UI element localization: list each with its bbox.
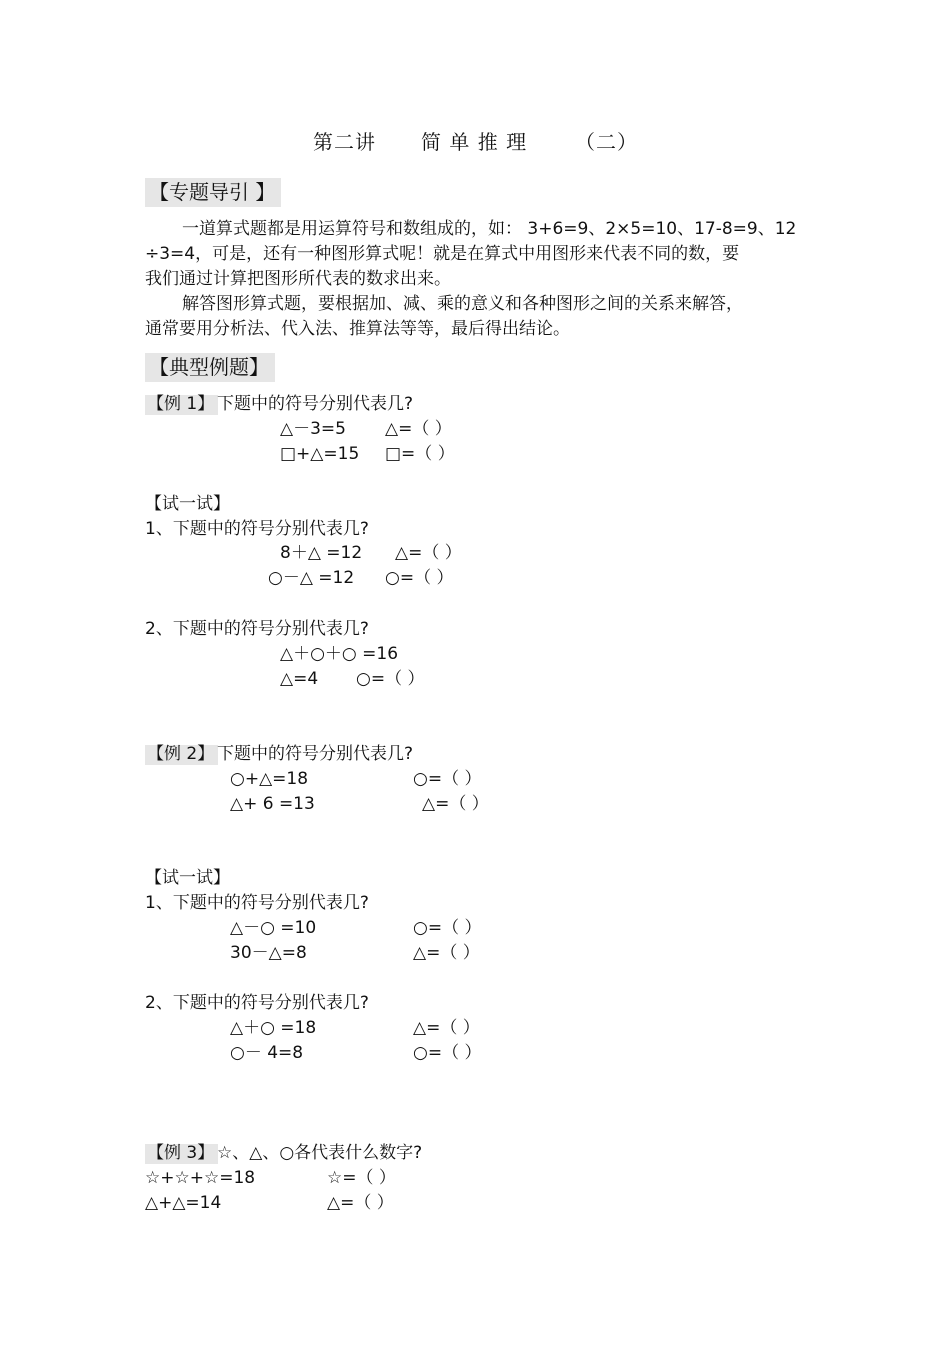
example-3-question: ☆、△、○各代表什么数字? (217, 1143, 423, 1163)
section-heading-intro: 【专题导引 】 (145, 178, 281, 207)
example-1-label: 【例 1】 (145, 395, 218, 415)
section-heading-examples: 【典型例题】 (145, 353, 275, 382)
example-2-answer-2: △=（ ） (422, 794, 489, 814)
try-2-q1-answer-2: △=（ ） (413, 943, 480, 963)
example-2-equation-1: ○+△=18 (230, 769, 309, 789)
try-1-q2-answer: ○=（ ） (356, 669, 425, 689)
example-2-equation-2: △+ 6 =13 (230, 794, 315, 814)
example-3-answer-1: ☆=（ ） (327, 1168, 396, 1188)
example-3-answer-2: △=（ ） (327, 1193, 394, 1213)
try-1-question-2: 2、下题中的符号分别代表几? (145, 619, 369, 639)
try-2-q1-equation-2: 30－△=8 (230, 943, 307, 963)
example-1-question: 下题中的符号分别代表几? (217, 394, 414, 414)
example-1-answer-1: △=（ ） (385, 419, 452, 439)
intro-para2-line1: 解答图形算式题，要根据加、减、乘的意义和各种图形之间的关系来解答， (182, 294, 743, 314)
try-2-q2-answer-1: △=（ ） (413, 1018, 480, 1038)
try-2-q2-equation-2: ○－ 4=8 (230, 1043, 304, 1063)
try-1-label: 【试一试】 (145, 494, 230, 514)
try-2-question-2: 2、下题中的符号分别代表几? (145, 993, 369, 1013)
try-2-label: 【试一试】 (145, 868, 230, 888)
intro-para2-line2: 通常要用分析法、代入法、推算法等等，最后得出结论。 (145, 319, 570, 339)
title-lecture: 第二讲 (313, 130, 376, 154)
try-1-q1-equation-2: ○－△ =12 (268, 568, 355, 588)
try-2-q2-answer-2: ○=（ ） (413, 1043, 482, 1063)
try-1-question-1: 1、下题中的符号分别代表几? (145, 519, 369, 539)
intro-para1-line2: ÷3=4，可是，还有一种图形算式呢！就是在算式中用图形来代表不同的数，要 (145, 244, 740, 264)
try-2-q1-answer-1: ○=（ ） (413, 918, 482, 938)
example-3-equation-1: ☆+☆+☆=18 (145, 1168, 256, 1188)
example-2-answer-1: ○=（ ） (413, 769, 482, 789)
try-1-q2-equation-1: △＋○＋○ =16 (280, 644, 399, 664)
example-1-equation-1: △－3=5 (280, 419, 346, 439)
example-1-answer-2: □=（ ） (385, 444, 455, 464)
try-2-question-1: 1、下题中的符号分别代表几? (145, 893, 369, 913)
example-1-equation-2: □+△=15 (280, 444, 360, 464)
try-2-q1-equation-1: △－○ =10 (230, 918, 317, 938)
example-2-question: 下题中的符号分别代表几? (217, 744, 414, 764)
intro-para1-line1: 一道算式题都是用运算符号和数组成的，如： 3+6=9、2×5=10、17-8=9、12 (182, 219, 797, 239)
try-1-q1-equation-1: 8＋△ =12 (280, 543, 363, 563)
example-3-label: 【例 3】 (145, 1144, 218, 1164)
try-1-q1-answer-1: △=（ ） (395, 543, 462, 563)
try-1-q1-answer-2: ○=（ ） (385, 568, 454, 588)
intro-para1-line3: 我们通过计算把图形所代表的数求出来。 (145, 269, 451, 289)
title-part: （二） (575, 130, 638, 154)
title-topic: 简 单 推 理 (421, 130, 528, 154)
try-1-q2-equation-2: △=4 (280, 669, 319, 689)
example-3-equation-2: △+△=14 (145, 1193, 222, 1213)
example-2-label: 【例 2】 (145, 745, 218, 765)
try-2-q2-equation-1: △＋○ =18 (230, 1018, 317, 1038)
